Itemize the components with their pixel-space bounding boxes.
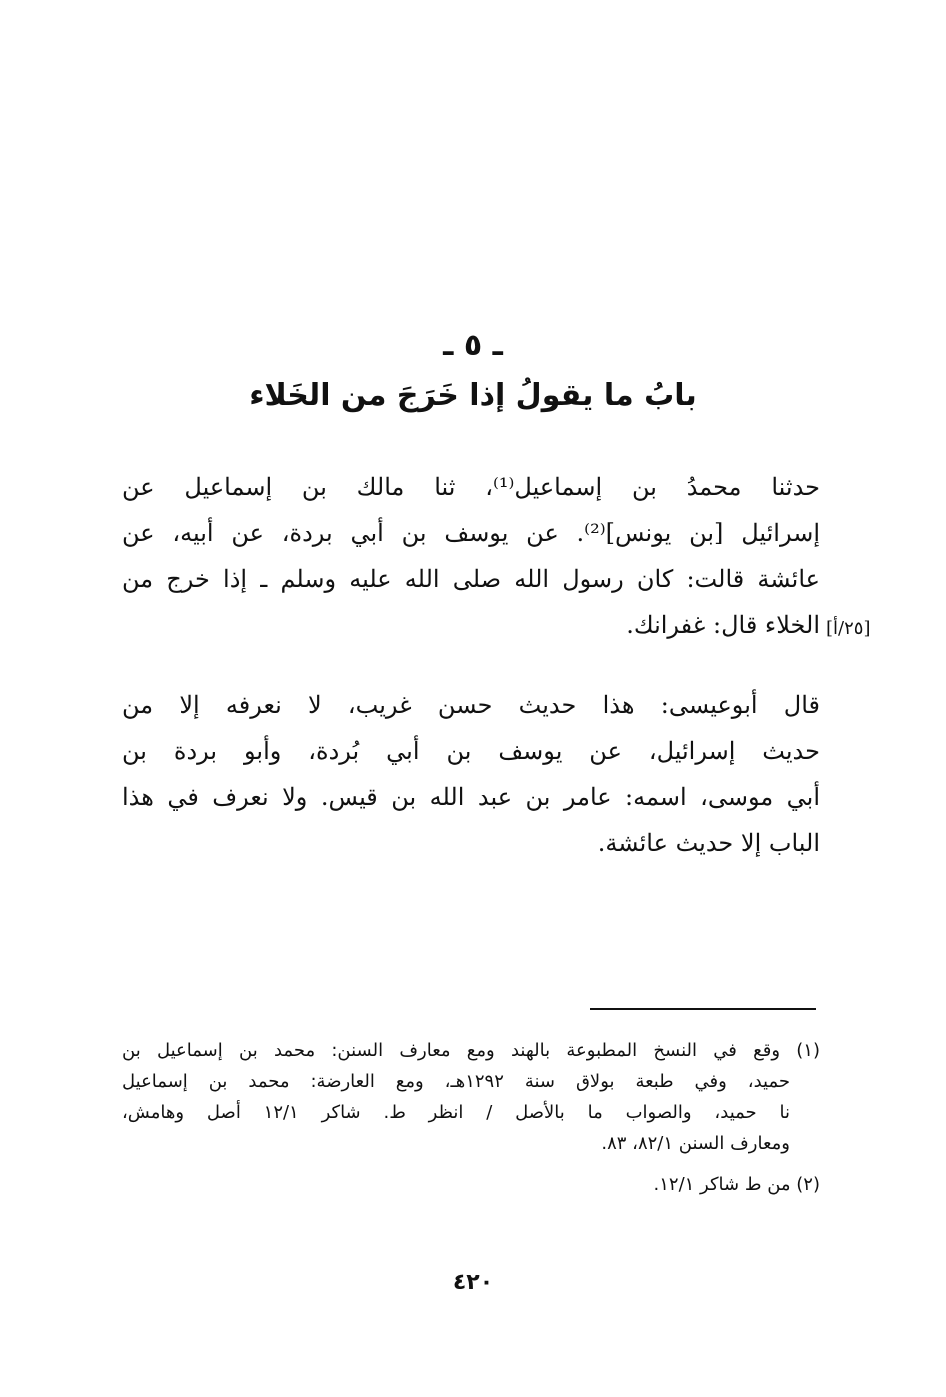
- hadith-text: [122, 464, 820, 648]
- commentary-line: أبي موسى، اسمه: عامر بن عبد الله بن قيس. ولا نعرف في هذا: [122, 783, 820, 811]
- footnote-line: (٢) من ط شاكر ١٢/١.: [653, 1174, 820, 1195]
- commentary-line: قال أبوعيسى: هذا حديث حسن غريب، لا نعرفه إلا من: [122, 691, 820, 719]
- footnote-2: [122, 1169, 820, 1200]
- hadith-line: الخلاء قال: غفرانك.: [626, 611, 820, 639]
- page-number: ٤٢٠: [452, 1270, 494, 1295]
- commentary-line: الباب إلا حديث عائشة.: [597, 829, 820, 857]
- hadith-line: حدثنا محمدُ بن إسماعيل⁽¹⁾، ثنا مالك بن إسماعيل عن: [122, 473, 821, 501]
- chapter-title: بابُ ما يقولُ إذا خَرَجَ من الخَلاء: [249, 378, 697, 413]
- commentary-line: حديث إسرائيل، عن يوسف بن أبي بُردة، وأبو بردة بن: [122, 737, 820, 765]
- footnotes: [122, 1035, 820, 1210]
- footnote-line: (١) وقع في النسخ المطبوعة بالهند ومع معارف السنن: محمد بن إسماعيل بن: [122, 1040, 820, 1061]
- chapter-number: ـ ٥ ـ: [443, 328, 503, 363]
- commentary-text: [122, 682, 820, 866]
- footnote-divider: [590, 1008, 816, 1010]
- footnote-line: حميد، وفي طبعة بولاق سنة ١٢٩٢هـ، ومع العارضة: محمد بن إسماعيل: [122, 1071, 790, 1092]
- footnote-line: ومعارف السنن ٨٢/١، ٨٣.: [601, 1133, 790, 1154]
- hadith-line: إسرائيل [بن يونس]⁽²⁾. عن يوسف بن أبي بردة، عن أبيه، عن: [122, 519, 820, 547]
- manuscript-folio-reference: [٢٥/أ]: [826, 618, 871, 639]
- footnote-line: نا حميد، والصواب ما بالأصل / انظر ط. شاكر ١٢/١ أصل وهامش،: [122, 1102, 790, 1123]
- hadith-line: عائشة قالت: كان رسول الله صلى الله عليه وسلم ـ إذا خرج من: [122, 565, 820, 593]
- footnote-1: [122, 1035, 820, 1159]
